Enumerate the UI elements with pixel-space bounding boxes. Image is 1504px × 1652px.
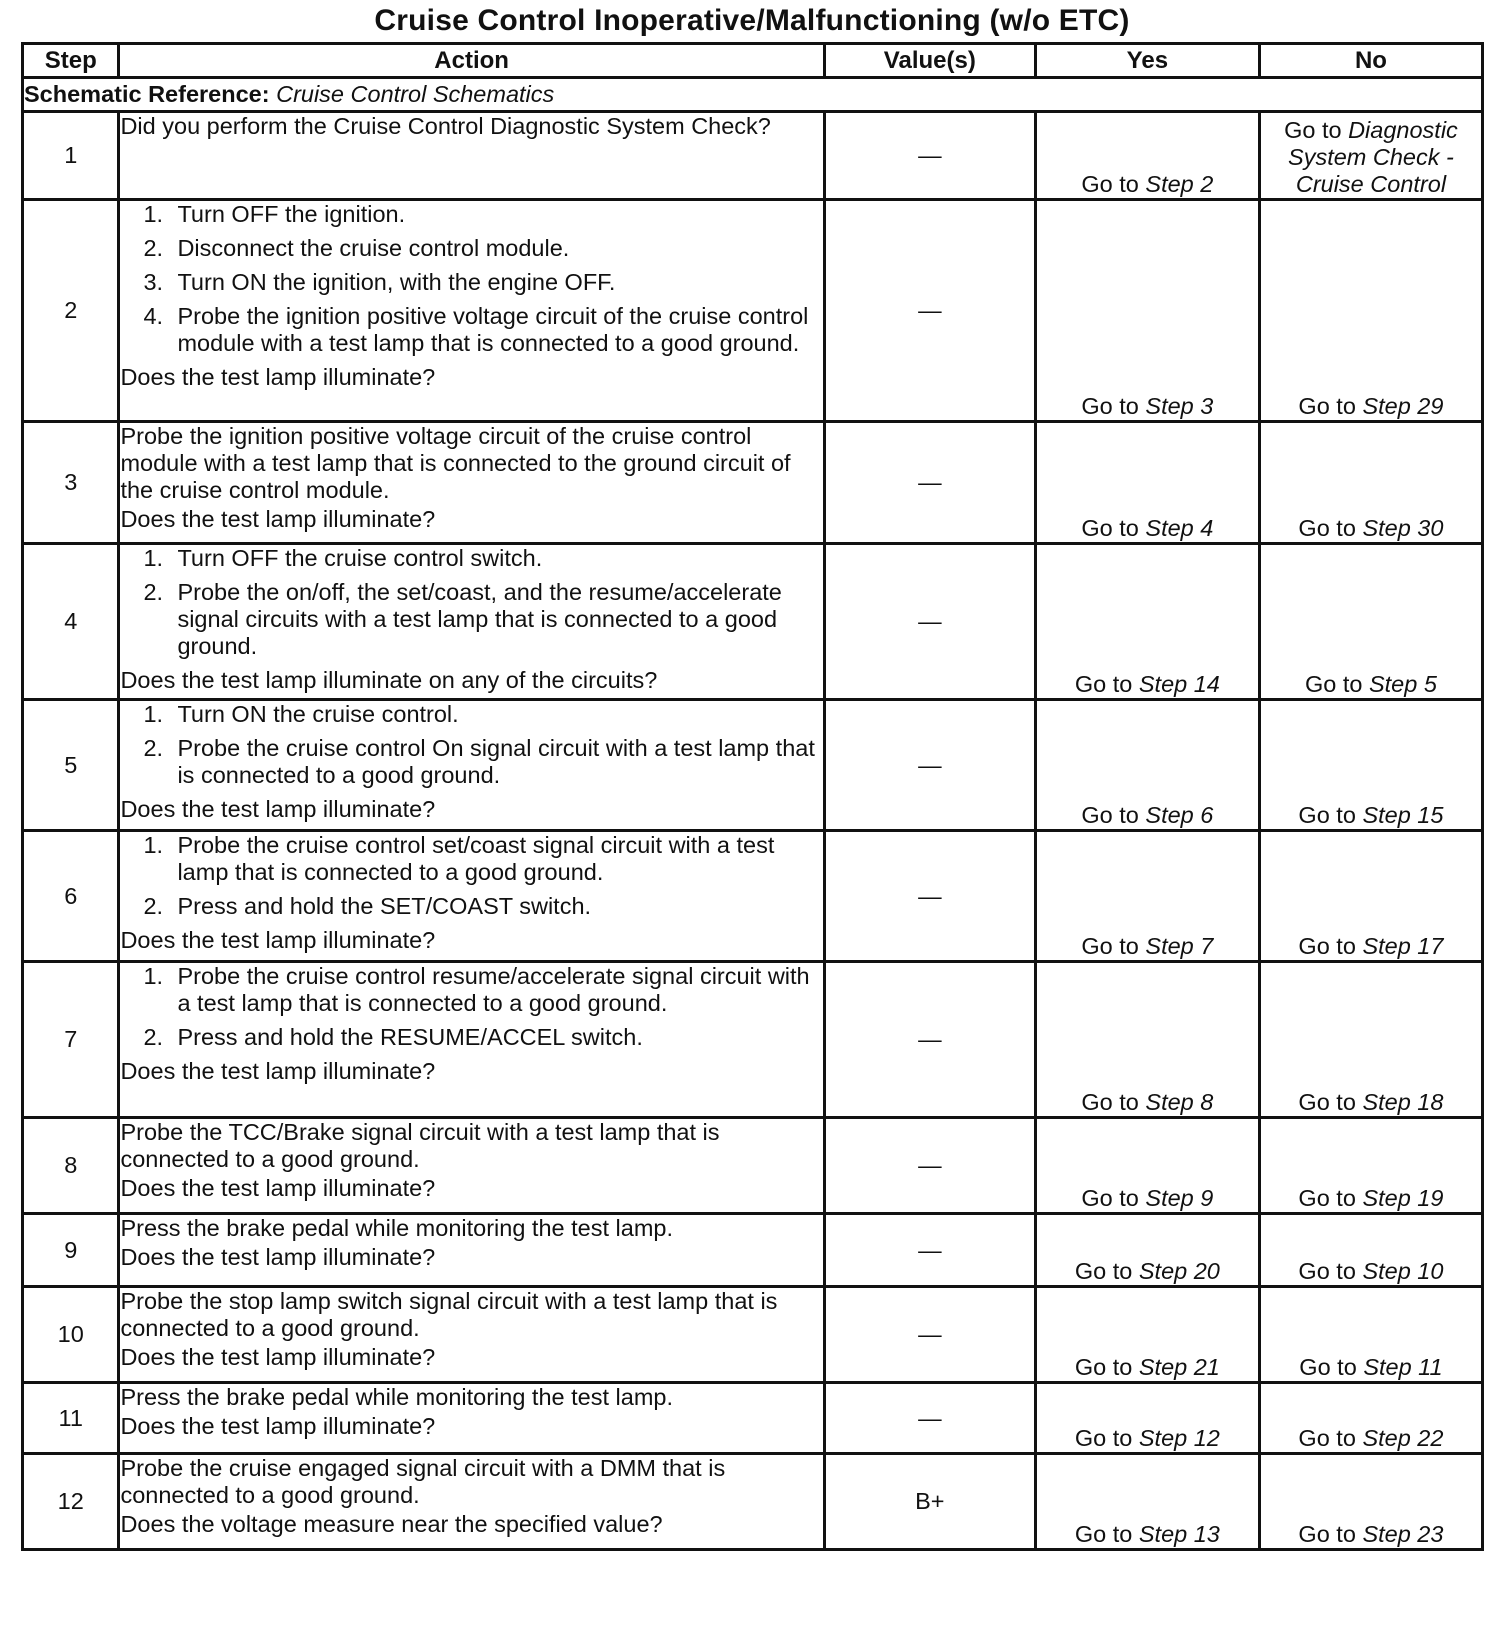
action-question: Does the test lamp illuminate on any of the circuits? [120, 667, 658, 693]
yes-cell [1035, 1287, 1259, 1383]
list-item [120, 1024, 822, 1051]
schematic-reference-link[interactable]: Cruise Control Schematics [276, 81, 555, 107]
no-cell [1259, 200, 1482, 422]
yes-goto-prefix: Go to [1081, 933, 1146, 959]
yes-cell [1035, 1454, 1259, 1550]
no-goto-link[interactable]: Diagnostic System Check - Cruise Control [1288, 117, 1458, 197]
action-steps-list [120, 701, 822, 789]
action-steps-list [120, 832, 822, 920]
action-question: Does the voltage measure near the specified value? [120, 1511, 663, 1537]
yes-goto-prefix: Go to [1081, 1185, 1146, 1211]
yes-goto-prefix: Go to [1081, 1089, 1146, 1115]
list-item [120, 893, 822, 920]
no-goto-link[interactable]: Step 22 [1362, 1425, 1444, 1451]
list-item-number: 1. [143, 545, 164, 571]
no-goto-prefix: Go to [1298, 1185, 1363, 1211]
table-row [23, 112, 1483, 200]
header-value: Value(s) [824, 44, 1035, 78]
yes-goto-link[interactable]: Step 12 [1138, 1425, 1220, 1451]
yes-goto-prefix: Go to [1081, 171, 1146, 197]
step-number: 10 [23, 1287, 119, 1383]
action-text: Press the brake pedal while monitoring the test lamp. [120, 1384, 673, 1410]
list-item [120, 701, 822, 728]
list-item [120, 303, 822, 357]
yes-cell [1035, 422, 1259, 544]
action-cell [119, 1118, 824, 1214]
no-cell [1259, 1214, 1482, 1287]
value-cell: B+ [824, 1454, 1035, 1550]
action-question: Does the test lamp illuminate? [120, 1175, 436, 1201]
no-goto-link[interactable]: Step 11 [1363, 1354, 1443, 1380]
no-goto-prefix: Go to [1298, 933, 1363, 959]
no-cell [1259, 700, 1482, 831]
step-number: 11 [23, 1383, 119, 1454]
no-goto-link[interactable]: Step 5 [1368, 671, 1437, 697]
value-cell: — [824, 1214, 1035, 1287]
step-number: 5 [23, 700, 119, 831]
action-question: Does the test lamp illuminate? [120, 364, 436, 390]
value-cell: — [824, 200, 1035, 422]
list-item [120, 235, 822, 262]
list-item-number: 2. [143, 579, 164, 605]
action-cell [119, 112, 824, 200]
list-item-text: Turn ON the cruise control. [177, 701, 459, 727]
table-row [23, 1118, 1483, 1214]
no-goto-link[interactable]: Step 18 [1362, 1089, 1444, 1115]
no-goto-prefix: Go to [1298, 1258, 1363, 1284]
table-header-row [23, 44, 1483, 78]
list-item-text: Press and hold the RESUME/ACCEL switch. [177, 1024, 643, 1050]
action-steps-list [120, 545, 822, 660]
action-text: Probe the TCC/Brake signal circuit with a test lamp that is connected to a good ground. [120, 1119, 720, 1172]
action-text: Probe the stop lamp switch signal circuit with a test lamp that is connected to a good ground. [120, 1288, 778, 1341]
list-item-number: 1. [143, 201, 164, 227]
step-number: 7 [23, 962, 119, 1118]
page-title: Cruise Control Inoperative/Malfunctioning (w/o ETC) [374, 4, 1130, 37]
list-item-text: Turn OFF the ignition. [177, 201, 406, 227]
list-item-number: 1. [143, 832, 164, 858]
value-cell: — [824, 112, 1035, 200]
action-question: Does the test lamp illuminate? [120, 927, 436, 953]
yes-goto-link[interactable]: Step 14 [1138, 671, 1220, 697]
header-action: Action [119, 44, 824, 78]
no-goto-prefix: Go to [1284, 117, 1349, 143]
yes-goto-link[interactable]: Step 9 [1145, 1185, 1214, 1211]
yes-goto-prefix: Go to [1074, 1521, 1139, 1547]
yes-cell [1035, 1214, 1259, 1287]
yes-goto-prefix: Go to [1081, 802, 1146, 828]
action-text: Press the brake pedal while monitoring the test lamp. [120, 1215, 673, 1241]
yes-goto-link[interactable]: Step 8 [1145, 1089, 1214, 1115]
no-goto-link[interactable]: Step 10 [1362, 1258, 1444, 1284]
yes-goto-prefix: Go to [1074, 1425, 1139, 1451]
no-goto-link[interactable]: Step 29 [1362, 393, 1444, 419]
no-goto-prefix: Go to [1298, 1089, 1363, 1115]
schematic-reference-label: Schematic Reference: [24, 81, 270, 107]
step-number: 1 [23, 112, 119, 200]
no-goto-link[interactable]: Step 30 [1362, 515, 1444, 541]
value-cell: — [824, 1287, 1035, 1383]
action-steps-list [120, 963, 822, 1051]
value-cell: — [824, 700, 1035, 831]
list-item-text: Probe the on/off, the set/coast, and the resume/accelerate signal circuits with a test lamp that is connected to a good ground. [177, 579, 782, 659]
action-cell [119, 1287, 824, 1383]
diagnostic-table [21, 42, 1484, 1551]
yes-cell [1035, 112, 1259, 200]
step-number: 9 [23, 1214, 119, 1287]
no-cell [1259, 1454, 1482, 1550]
table-row [23, 962, 1483, 1118]
list-item-number: 4. [143, 303, 164, 329]
list-item-number: 2. [143, 893, 164, 919]
table-row [23, 831, 1483, 962]
action-cell [119, 1214, 824, 1287]
yes-goto-link[interactable]: Step 13 [1138, 1521, 1220, 1547]
step-number: 3 [23, 422, 119, 544]
value-cell: — [824, 831, 1035, 962]
no-goto-link[interactable]: Step 17 [1362, 933, 1444, 959]
yes-cell [1035, 200, 1259, 422]
no-goto-prefix: Go to [1298, 1521, 1363, 1547]
step-number: 12 [23, 1454, 119, 1550]
action-cell [119, 831, 824, 962]
value-cell: — [824, 1383, 1035, 1454]
list-item-text: Probe the ignition positive voltage circuit of the cruise control module with a test lamp that is connected to a good ground. [177, 303, 809, 356]
action-text: Did you perform the Cruise Control Diagnostic System Check? [120, 113, 771, 139]
action-question: Does the test lamp illuminate? [120, 796, 436, 822]
table-row [23, 1454, 1483, 1550]
action-text: Probe the cruise engaged signal circuit with a DMM that is connected to a good ground. [120, 1455, 726, 1508]
action-question: Does the test lamp illuminate? [120, 1413, 436, 1439]
list-item-text: Turn ON the ignition, with the engine OFF. [177, 269, 616, 295]
yes-cell [1035, 831, 1259, 962]
list-item-number: 3. [143, 269, 164, 295]
step-number: 4 [23, 544, 119, 700]
action-cell [119, 544, 824, 700]
action-steps-list [120, 201, 822, 357]
no-goto-prefix: Go to [1299, 1354, 1364, 1380]
action-question: Does the test lamp illuminate? [120, 1244, 436, 1270]
no-cell [1259, 831, 1482, 962]
list-item-number: 1. [143, 701, 164, 727]
no-goto-prefix: Go to [1298, 1425, 1363, 1451]
yes-goto-prefix: Go to [1081, 515, 1146, 541]
action-cell [119, 1454, 824, 1550]
yes-goto-link[interactable]: Step 21 [1138, 1354, 1220, 1380]
value-cell: — [824, 422, 1035, 544]
action-cell [119, 962, 824, 1118]
action-question: Does the test lamp illuminate? [120, 1058, 436, 1084]
header-step: Step [23, 44, 119, 78]
action-cell [119, 700, 824, 831]
action-question: Does the test lamp illuminate? [120, 506, 436, 532]
list-item [120, 579, 822, 660]
list-item-number: 2. [143, 1024, 164, 1050]
yes-goto-link[interactable]: Step 20 [1138, 1258, 1220, 1284]
table-row [23, 422, 1483, 544]
yes-goto-prefix: Go to [1081, 393, 1146, 419]
no-cell [1259, 544, 1482, 700]
list-item [120, 269, 822, 296]
no-cell [1259, 422, 1482, 544]
list-item-text: Press and hold the SET/COAST switch. [177, 893, 592, 919]
yes-cell [1035, 962, 1259, 1118]
table-row [23, 200, 1483, 422]
list-item-text: Probe the cruise control resume/accelerate signal circuit with a test lamp that is connected to a good ground. [177, 963, 810, 1016]
list-item [120, 735, 822, 789]
schematic-reference [23, 78, 1483, 112]
action-cell [119, 1383, 824, 1454]
step-number: 8 [23, 1118, 119, 1214]
header-yes: Yes [1035, 44, 1259, 78]
value-cell: — [824, 962, 1035, 1118]
action-cell [119, 422, 824, 544]
value-cell: — [824, 1118, 1035, 1214]
step-number: 6 [23, 831, 119, 962]
yes-goto-link[interactable]: Step 7 [1145, 933, 1214, 959]
yes-goto-link[interactable]: Step 3 [1145, 393, 1214, 419]
no-goto-prefix: Go to [1304, 671, 1369, 697]
no-cell [1259, 1383, 1482, 1454]
table-row [23, 1214, 1483, 1287]
no-cell [1259, 1287, 1482, 1383]
no-goto-prefix: Go to [1298, 393, 1363, 419]
action-question: Does the test lamp illuminate? [120, 1344, 436, 1370]
list-item-text: Probe the cruise control set/coast signal circuit with a test lamp that is connected to a good ground. [177, 832, 775, 885]
list-item-text: Turn OFF the cruise control switch. [177, 545, 543, 571]
action-cell [119, 200, 824, 422]
yes-cell [1035, 1118, 1259, 1214]
table-row [23, 1383, 1483, 1454]
value-cell: — [824, 544, 1035, 700]
table-row [23, 1287, 1483, 1383]
step-number: 2 [23, 200, 119, 422]
list-item-text: Disconnect the cruise control module. [177, 235, 570, 261]
yes-goto-prefix: Go to [1074, 1354, 1139, 1380]
no-goto-prefix: Go to [1298, 515, 1363, 541]
header-no: No [1259, 44, 1482, 78]
yes-goto-prefix: Go to [1074, 671, 1139, 697]
schematic-reference-row [23, 78, 1483, 112]
no-goto-prefix: Go to [1298, 802, 1363, 828]
list-item-number: 1. [143, 963, 164, 989]
list-item-number: 2. [143, 735, 164, 761]
no-cell [1259, 962, 1482, 1118]
no-goto-link[interactable]: Step 23 [1362, 1521, 1444, 1547]
yes-goto-link[interactable]: Step 4 [1145, 515, 1214, 541]
no-goto-link[interactable]: Step 19 [1362, 1185, 1444, 1211]
list-item [120, 963, 822, 1017]
action-text: Probe the ignition positive voltage circuit of the cruise control module with a test lamp that is connected to the ground circuit of the cruise control module. [120, 423, 791, 503]
yes-cell [1035, 1383, 1259, 1454]
yes-cell [1035, 700, 1259, 831]
no-cell [1259, 1118, 1482, 1214]
yes-goto-link[interactable]: Step 2 [1145, 171, 1214, 197]
list-item-text: Probe the cruise control On signal circuit with a test lamp that is connected to a good ground. [177, 735, 815, 788]
yes-goto-prefix: Go to [1074, 1258, 1139, 1284]
no-cell [1259, 112, 1482, 200]
yes-goto-link[interactable]: Step 6 [1145, 802, 1214, 828]
table-row [23, 544, 1483, 700]
list-item [120, 545, 822, 572]
yes-cell [1035, 544, 1259, 700]
no-goto-link[interactable]: Step 15 [1362, 802, 1444, 828]
table-row [23, 700, 1483, 831]
list-item [120, 201, 822, 228]
list-item-number: 2. [143, 235, 164, 261]
list-item [120, 832, 822, 886]
